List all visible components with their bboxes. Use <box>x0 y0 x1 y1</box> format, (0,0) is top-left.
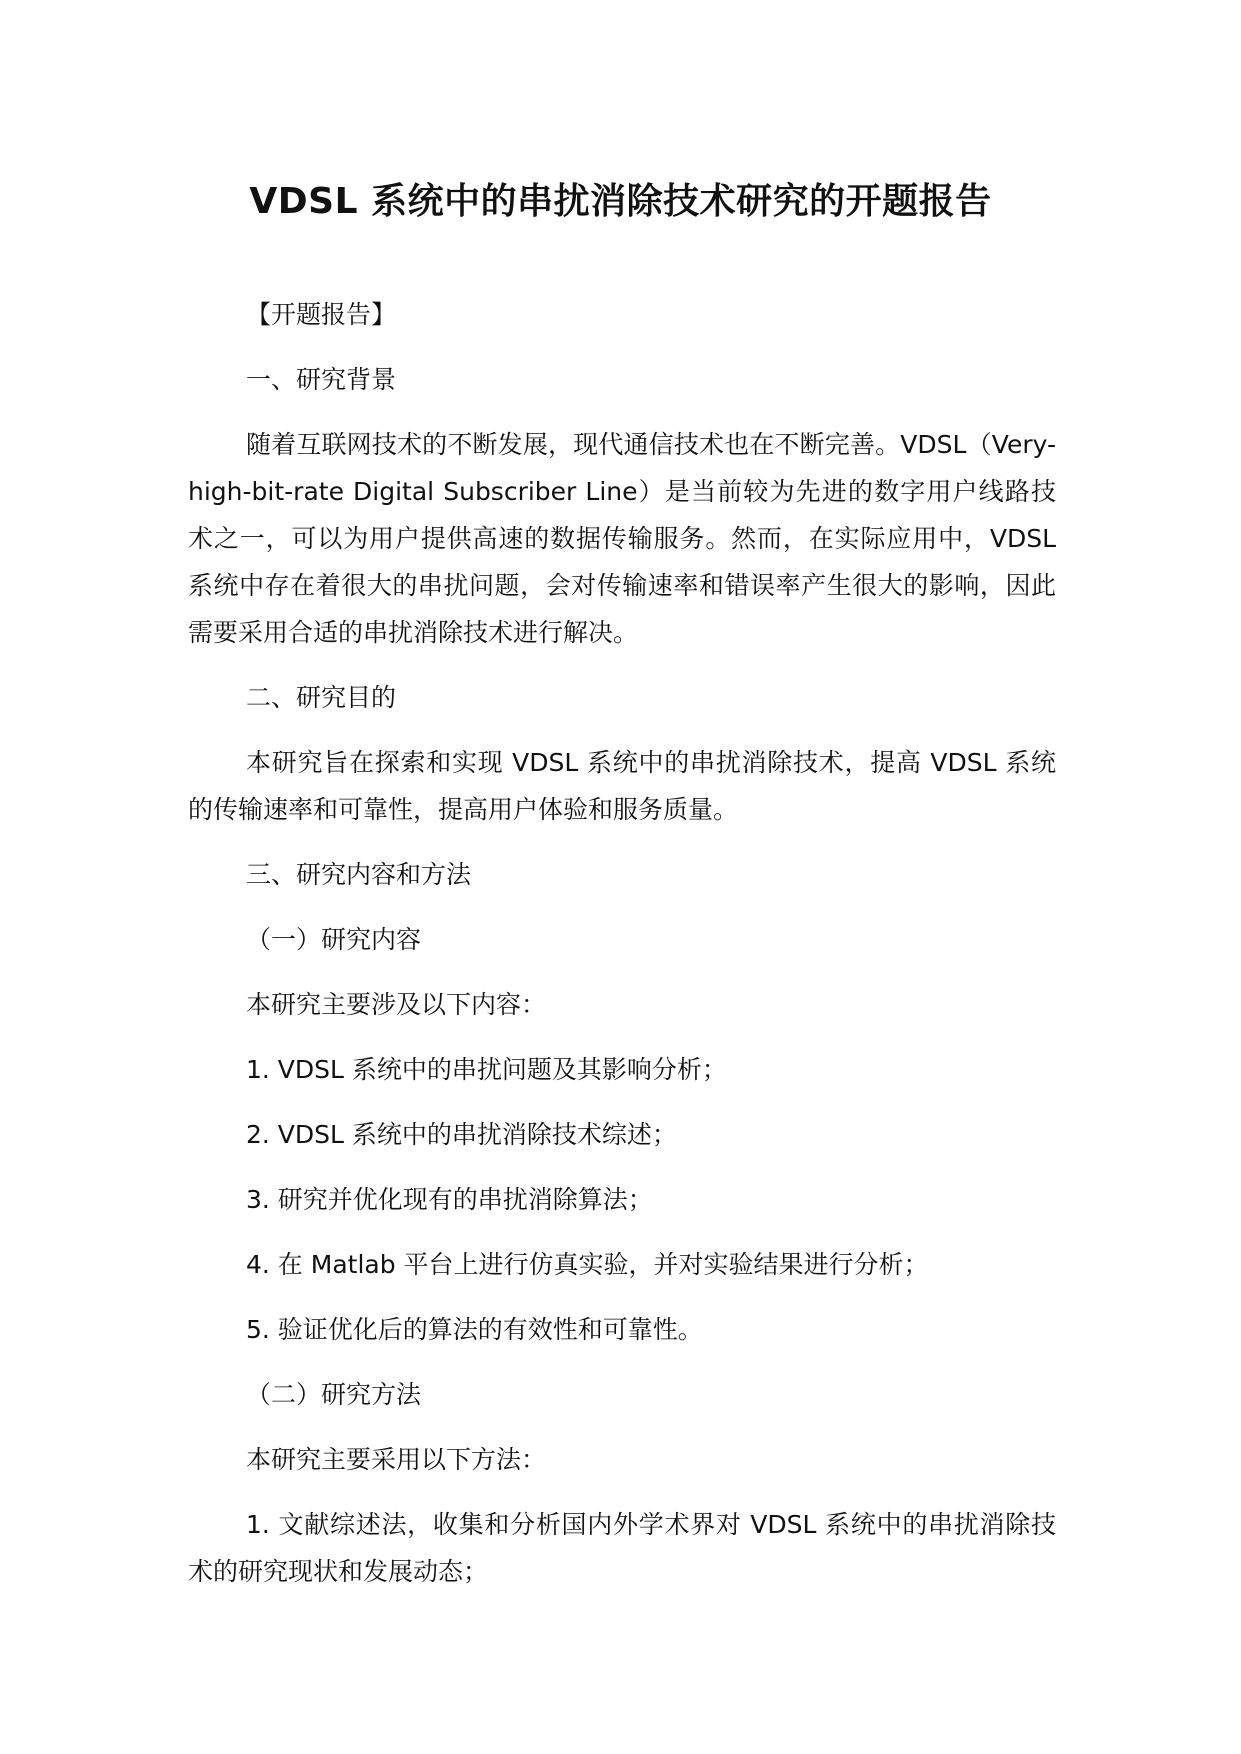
heading-content-method: 三、研究内容和方法 <box>246 860 472 889</box>
section-label-report: 【开题报告】 <box>246 300 397 329</box>
list-item: 3. 研究并优化现有的串扰消除算法； <box>246 1185 653 1214</box>
list-item: 4. 在 Matlab 平台上进行仿真实验，并对实验结果进行分析； <box>246 1250 929 1279</box>
document-title: VDSL 系统中的串扰消除技术研究的开题报告 <box>249 181 992 222</box>
paragraph-method-intro: 本研究主要采用以下方法： <box>246 1445 547 1474</box>
list-item: 5. 验证优化后的算法的有效性和可靠性。 <box>246 1315 703 1344</box>
paragraph-background: 随着互联网技术的不断发展，现代通信技术也在不断完善。VDSL（Very-high-bit-rate Digital Subscriber Line）是当前较为先进的数字用户线路技术之一，可以为用户提供高速的数据传输服务。然而，在实际应用中，VDSL 系统中存在着很大的串扰问题，会对传输速率和错误率产生很大的影响，因此需要采用合适的串扰消除技术进行解决。 <box>188 430 1056 647</box>
list-item: 1. VDSL 系统中的串扰问题及其影响分析； <box>246 1055 727 1084</box>
list-item: 2. VDSL 系统中的串扰消除技术综述； <box>246 1120 677 1149</box>
heading-background: 一、研究背景 <box>246 365 397 394</box>
subheading-method: （二）研究方法 <box>246 1380 422 1409</box>
paragraph-purpose: 本研究旨在探索和实现 VDSL 系统中的串扰消除技术，提高 VDSL 系统的传输速率和可靠性，提高用户体验和服务质量。 <box>188 748 1056 824</box>
list-item: 1. 文献综述法，收集和分析国内外学术界对 VDSL 系统中的串扰消除技术的研究现状和发展动态； <box>188 1510 1056 1586</box>
paragraph-content-intro: 本研究主要涉及以下内容： <box>246 990 547 1019</box>
document-body <box>188 291 1056 1613</box>
heading-purpose: 二、研究目的 <box>246 683 397 712</box>
subheading-content: （一）研究内容 <box>246 925 422 954</box>
